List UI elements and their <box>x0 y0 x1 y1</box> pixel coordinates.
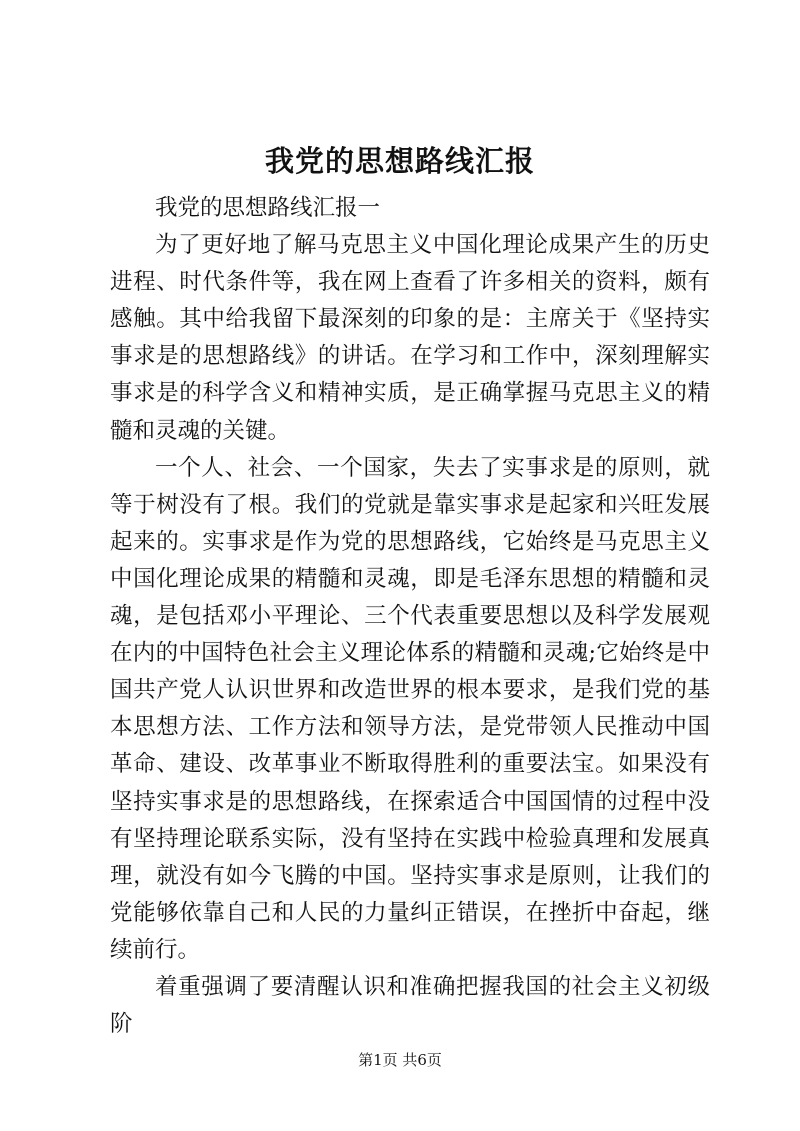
paragraph: 着重强调了要清醒认识和准确把握我国的社会主义初级阶 <box>110 973 710 1038</box>
page-number-footer: 第1页 共6页 <box>358 1051 442 1069</box>
document-title: 我党的思想路线汇报 <box>264 144 535 178</box>
document-body <box>110 190 710 1043</box>
paragraph-heading: 我党的思想路线汇报一 <box>155 195 381 221</box>
paragraph: 一个人、社会、一个国家，失去了实事求是的原则，就等于树没有了根。我们的党就是靠实事求是起家和兴旺发展起来的。实事求是作为党的思想路线，它始终是马克思主义中国化理论成果的精髓和灵魂，即是毛泽东思想的精髓和灵魂，是包括邓小平理论、三个代表重要思想以及科学发展观在内的中国特色社会主义理论体系的精髓和灵魂;它始终是中国共产党人认识世界和改造世界的根本要求，是我们党的基本思想方法、工作方法和领导方法，是党带领人民推动中国革命、建设、改革事业不断取得胜利的重要法宝。如果没有坚持实事求是的思想路线，在探索适合中国国情的过程中没有坚持理论联系实际，没有坚持在实践中检验真理和发展真理，就没有如今飞腾的中国。坚持实事求是原则，让我们的党能够依靠自己和人民的力量纠正错误，在挫折中奋起，继续前行。 <box>110 454 710 963</box>
paragraph: 为了更好地了解马克思主义中国化理论成果产生的历史进程、时代条件等，我在网上查看了许多相关的资料，颇有感触。其中给我留下最深刻的印象的是：主席关于《坚持实事求是的思想路线》的讲话。在学习和工作中，深刻理解实事求是的科学含义和精神实质，是正确掌握马克思主义的精髓和灵魂的关键。 <box>110 232 710 444</box>
